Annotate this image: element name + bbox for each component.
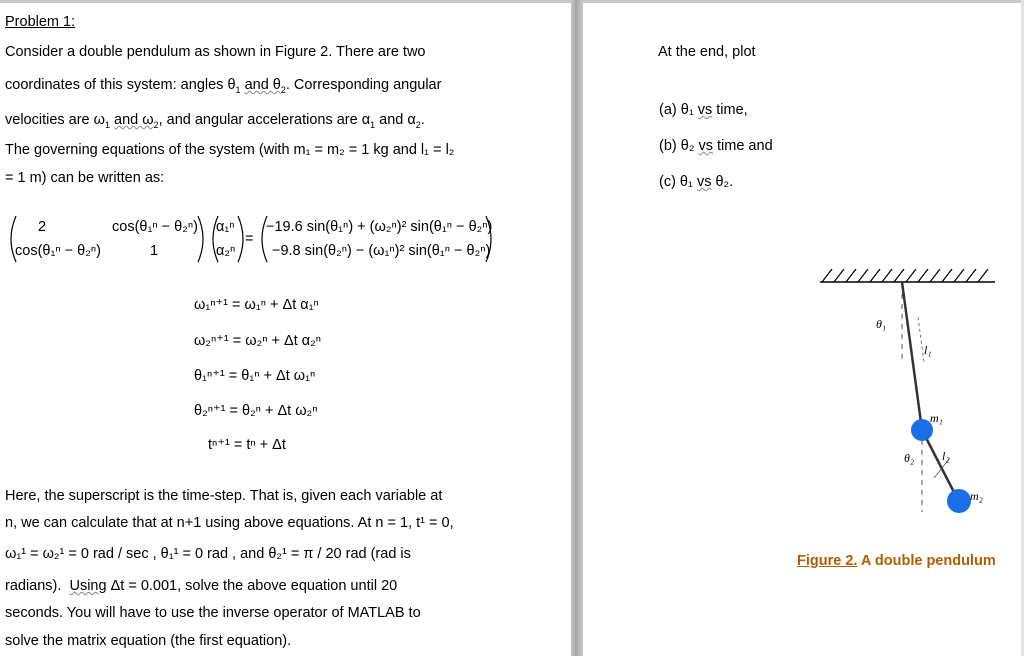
column-divider — [571, 0, 583, 656]
problem-title: Problem 1: — [5, 14, 76, 30]
vector-x2: α₂ⁿ — [216, 243, 236, 259]
intro-line-4: The governing equations of the system (with m₁ = m₂ = 1 kg and l₁ = l₂ — [5, 142, 455, 158]
right-intro: At the end, plot — [658, 44, 756, 60]
rod-2 — [922, 430, 958, 500]
here-line-5: seconds. You will have to use the inverse operator of MATLAB to — [5, 605, 421, 621]
rod-1 — [902, 282, 922, 430]
ceiling-hatch — [822, 269, 988, 282]
plot-item-b: (b) θ₂ vs time and — [659, 138, 773, 154]
update-time: tⁿ⁺¹ = tⁿ + Δt — [208, 437, 286, 453]
intro-line-2: coordinates of this system: angles $\theta_1$ and $\theta_2$. Corresponding angular — [5, 77, 442, 95]
l1-label: l₁ — [924, 343, 932, 357]
here-line-6: solve the matrix equation (the first equation). — [5, 633, 292, 649]
plot-item-a: (a) θ₁ vs time, — [659, 102, 748, 118]
theta1-label: θ₁ — [876, 317, 887, 331]
intro-line-3: velocities are $\omega_1$ and $\omega_2$, and angular accelerations are $\alpha_1$ and $\alpha_2$. — [5, 112, 425, 130]
here-line-3: ω₁¹ = ω₂¹ = 0 rad / sec , θ₁¹ = 0 rad , and θ₂¹ = π / 20 rad (rad is — [5, 546, 411, 562]
right-paren-b — [484, 214, 498, 264]
l2-label: l₂ — [942, 449, 950, 463]
update-theta2: θ₂ⁿ⁺¹ = θ₂ⁿ + Δt ω₂ⁿ — [194, 403, 318, 419]
mass-2-ball — [947, 489, 971, 513]
here-line-4: radians). Using Δt = 0.001, solve the above equation until 20 — [5, 578, 398, 594]
theta2-label: θ₂ — [904, 451, 915, 465]
update-theta1: θ₁ⁿ⁺¹ = θ₁ⁿ + Δt ω₁ⁿ — [194, 368, 316, 384]
matrix-a11: 2 — [38, 219, 47, 235]
vector-x1: α₁ⁿ — [216, 219, 235, 235]
plot-item-c: (c) θ₁ vs θ₂. — [659, 174, 734, 190]
intro-line-5: = 1 m) can be written as: — [5, 170, 165, 186]
here-line-1: Here, the superscript is the time-step. That is, given each variable at — [5, 488, 443, 504]
vector-b1: −19.6 sin(θ₁ⁿ) + (ω₂ⁿ)² sin(θ₁ⁿ − θ₂ⁿ) — [266, 219, 493, 235]
figure-caption: Figure 2. A double pendulum — [797, 553, 996, 569]
intro-line-1: Consider a double pendulum as shown in Figure 2. There are two — [5, 44, 426, 60]
matrix-a22: 1 — [150, 243, 159, 259]
matrix-a21: cos(θ₁ⁿ − θ₂ⁿ) — [15, 243, 101, 259]
m2-label: m₂ — [970, 489, 983, 503]
double-pendulum-figure — [810, 262, 1010, 522]
update-omega1: ω₁ⁿ⁺¹ = ω₁ⁿ + Δt α₁ⁿ — [194, 297, 319, 313]
update-omega2: ω₂ⁿ⁺¹ = ω₂ⁿ + Δt α₂ⁿ — [194, 333, 322, 349]
m1-label: m₁ — [930, 411, 943, 425]
page-top-border — [0, 0, 1024, 3]
matrix-a12: cos(θ₁ⁿ − θ₂ⁿ) — [112, 219, 198, 235]
matrix-equals: = — [245, 231, 254, 247]
here-line-2: n, we can calculate that at n+1 using above equations. At n = 1, t¹ = 0, — [5, 515, 454, 531]
vector-b2: −9.8 sin(θ₂ⁿ) − (ω₁ⁿ)² sin(θ₁ⁿ − θ₂ⁿ) — [272, 243, 491, 259]
